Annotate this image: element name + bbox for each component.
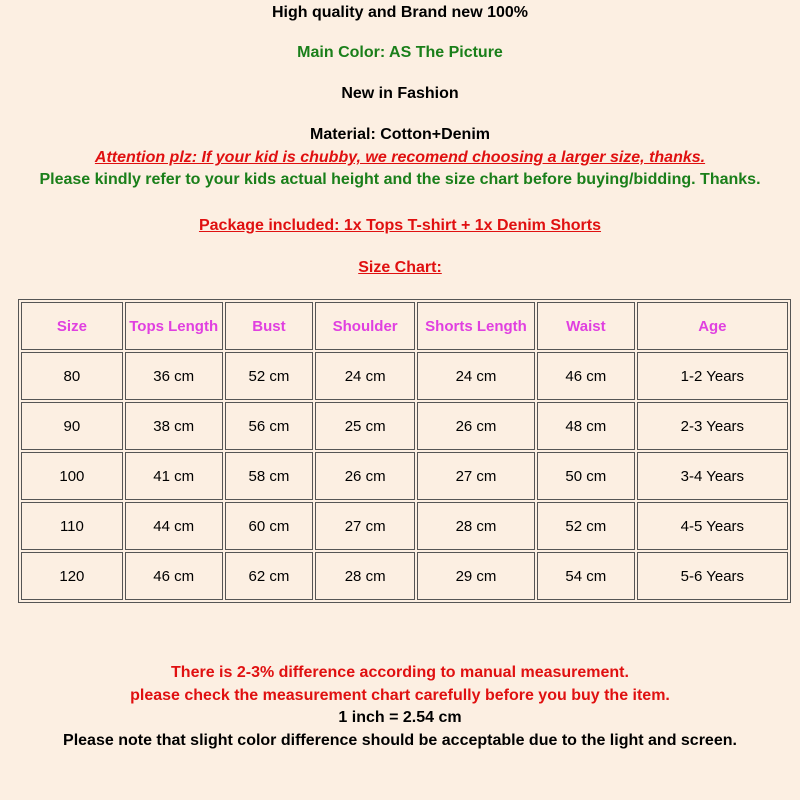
- table-header-row: [21, 302, 788, 350]
- table-cell: 46 cm: [537, 352, 635, 400]
- table-cell: 26 cm: [417, 402, 535, 450]
- table-row: [21, 402, 788, 450]
- table-cell: 26 cm: [315, 452, 415, 500]
- main-color-line: Main Color: AS The Picture: [297, 44, 503, 61]
- table-cell: 36 cm: [125, 352, 223, 400]
- table-cell: 48 cm: [537, 402, 635, 450]
- table-cell: 62 cm: [225, 552, 314, 600]
- refer-line: Please kindly refer to your kids actual height and the size chart before buying/bidding. Thanks.: [39, 171, 761, 188]
- column-header: Waist: [537, 302, 635, 350]
- table-cell: 4-5 Years: [637, 502, 788, 550]
- column-header: Shoulder: [315, 302, 415, 350]
- table-cell: 80: [21, 352, 123, 400]
- table-cell: 38 cm: [125, 402, 223, 450]
- material-line: Material: Cotton+Denim: [309, 126, 490, 143]
- table-row: [21, 552, 788, 600]
- attention-line: Attention plz: If your kid is chubby, we recomend choosing a larger size, thanks.: [94, 149, 706, 166]
- table-cell: 46 cm: [125, 552, 223, 600]
- inch-conversion: 1 inch = 2.54 cm: [338, 709, 462, 726]
- table-cell: 24 cm: [417, 352, 535, 400]
- table-cell: 29 cm: [417, 552, 535, 600]
- table-cell: 41 cm: [125, 452, 223, 500]
- table-cell: 58 cm: [225, 452, 314, 500]
- table-cell: 60 cm: [225, 502, 314, 550]
- table-cell: 56 cm: [225, 402, 314, 450]
- table-cell: 44 cm: [125, 502, 223, 550]
- column-header: Shorts Length: [417, 302, 535, 350]
- color-difference-note: Please note that slight color difference should be acceptable due to the light and screen.: [63, 732, 737, 749]
- package-line: Package included: 1x Tops T-shirt + 1x Denim Shorts: [198, 217, 602, 234]
- table-cell: 5-6 Years: [637, 552, 788, 600]
- table-cell: 24 cm: [315, 352, 415, 400]
- table-cell: 25 cm: [315, 402, 415, 450]
- table-cell: 27 cm: [315, 502, 415, 550]
- table-cell: 50 cm: [537, 452, 635, 500]
- table-cell: 28 cm: [417, 502, 535, 550]
- table-cell: 28 cm: [315, 552, 415, 600]
- table-cell: 52 cm: [225, 352, 314, 400]
- table-cell: 90: [21, 402, 123, 450]
- column-header: Bust: [225, 302, 314, 350]
- table-cell: 52 cm: [537, 502, 635, 550]
- table-cell: 27 cm: [417, 452, 535, 500]
- table-row: [21, 502, 788, 550]
- column-header: Age: [637, 302, 788, 350]
- table-cell: 3-4 Years: [637, 452, 788, 500]
- table-cell: 110: [21, 502, 123, 550]
- table-cell: 100: [21, 452, 123, 500]
- check-note: please check the measurement chart carefully before you buy the item.: [130, 687, 670, 704]
- table-row: [21, 452, 788, 500]
- column-header: Tops Length: [125, 302, 223, 350]
- table-cell: 2-3 Years: [637, 402, 788, 450]
- table-cell: 54 cm: [537, 552, 635, 600]
- size-chart-title: Size Chart:: [358, 259, 442, 276]
- fashion-line: New in Fashion: [341, 85, 459, 102]
- table-row: [21, 352, 788, 400]
- quality-line: High quality and Brand new 100%: [271, 4, 529, 21]
- column-header: Size: [21, 302, 123, 350]
- table-cell: 120: [21, 552, 123, 600]
- size-chart-table: [18, 299, 791, 603]
- difference-note: There is 2-3% difference according to manual measurement.: [171, 664, 629, 681]
- table-cell: 1-2 Years: [637, 352, 788, 400]
